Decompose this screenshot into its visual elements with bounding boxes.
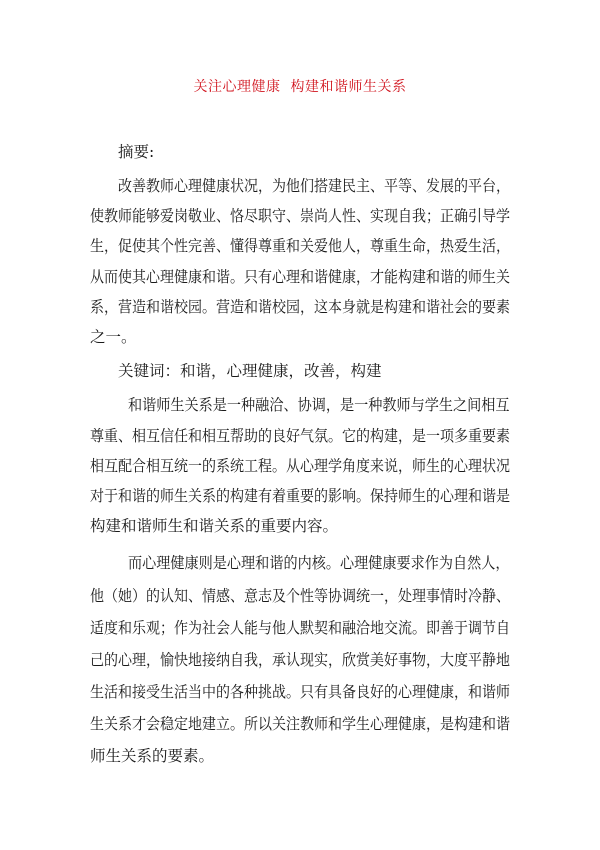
abstract-line: 从而使其心理健康和谐。只有心理和谐健康，才能构建和谐的师生关 [90,268,511,286]
abstract-line: 生，促使其个性完善、懂得尊重和关爱他人，尊重生命，热爱生活， [90,237,511,255]
paragraph-line: 对于和谐的师生关系的构建有着重要的影响。保持师生的心理和谐是 [90,487,511,505]
paragraph-line: 适度和乐观；作为社会人能与他人默契和融洽地交流。即善于调节自 [90,619,511,637]
paragraph-line: 构建和谐师生和谐关系的重要内容。 [90,517,339,535]
abstract-line: 之一。 [90,328,137,346]
paragraph-line: 相互配合相互统一的系统工程。从心理学角度来说，师生的心理状况 [90,457,511,475]
abstract-line: 系，营造和谐校园。营造和谐校园，这本身就是构建和谐社会的要素 [90,298,511,316]
abstract-line: 改善教师心理健康状况，为他们搭建民主、平等、发展的平台， [118,177,511,195]
keywords-line: 关键词：和谐，心理健康，改善，构建 [118,362,382,380]
paragraph-line: 生活和接受生活当中的各种挑战。只有具备良好的心理健康，和谐师 [90,683,511,701]
paragraph-line: 他（她）的认知、情感、意志及个性等协调统一，处理事情时冷静、 [90,587,511,605]
paragraph-line: 生关系才会稳定地建立。所以关注教师和学生心理健康，是构建和谐 [90,715,511,733]
paragraph-line: 己的心理，愉快地接纳自我，承认现实，欣赏美好事物，大度平静地 [90,651,511,669]
paragraph-line: 师生关系的要素。 [90,747,215,765]
document-title: 关注心理健康 构建和谐师生关系 [193,79,407,95]
abstract-line: 使教师能够爱岗敬业、恪尽职守、崇尚人性、实现自我；正确引导学 [90,207,511,225]
paragraph-line: 而心理健康则是心理和谐的内核。心理健康要求作为自然人， [128,554,510,572]
paragraph-line: 尊重、相互信任和相互帮助的良好气氛。它的构建，是一项多重要素 [90,427,511,445]
abstract-label: 摘要: [118,143,155,161]
paragraph-line: 和谐师生关系是一种融洽、协调，是一种教师与学生之间相互 [128,396,510,414]
